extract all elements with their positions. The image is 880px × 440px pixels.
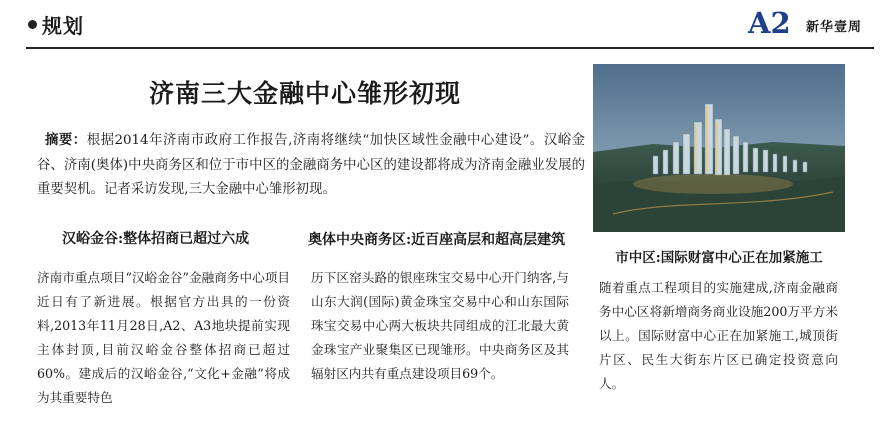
city-skyline-photo — [593, 64, 845, 232]
article-title: 济南三大金融中心雏形初现 — [148, 79, 461, 108]
page-number: A2 — [748, 6, 791, 40]
abstract-label: 摘要： — [45, 132, 87, 148]
column-1-heading: 汉峪金谷:整体招商已超过六成 — [62, 231, 250, 247]
column-2-body: 历下区窑头路的银座珠宝交易中心开门纳客,与山东大润(国际)黄金珠宝交易中心和山东国际珠宝交易中心两大板块共同组成的江北最大黄金珠宝产业聚集区已现雏形。中央商务区及其辐射区内共有重点建设项目69个。 — [311, 270, 569, 381]
article-abstract — [37, 128, 585, 203]
publication-name: 新华壹周 — [806, 20, 863, 35]
header-divider — [26, 47, 874, 49]
column-2-heading: 奥体中央商务区:近百座高层和超高层建筑 — [308, 232, 566, 248]
abstract-text: 根据2014年济南市政府工作报告,济南将继续“加快区域性金融中心建设”。汉峪金谷、济南(奥体)中央商务区和位于市中区的金融商务中心区的建设都将成为济南金融业发展的重要契机。记者采访发现,三大金融中心雏形初现。 — [37, 133, 586, 197]
column-3-body: 随着重点工程项目的实施建成,济南金融商务中心区将新增商务商业设施200万平方米以上。国际财富中心正在加紧施工,城顶街片区、民生大街东片区已确定投资意向人。 — [599, 280, 838, 391]
photo-caption: 市中区:国际财富中心正在加紧施工 — [615, 250, 823, 266]
section-title: 规划 — [42, 14, 84, 38]
bullet-icon — [28, 20, 37, 29]
column-1-body: 济南市重点项目“汉峪金谷”金融商务中心项目近日有了新进展。根据官方出具的一份资料,2013年11月28日,A2、A3地块提前实现主体封顶,目前汉峪金谷整体招商已超过60%。建成后的汉峪金谷,“文化+金融”将成为其重要特色 — [37, 270, 290, 405]
